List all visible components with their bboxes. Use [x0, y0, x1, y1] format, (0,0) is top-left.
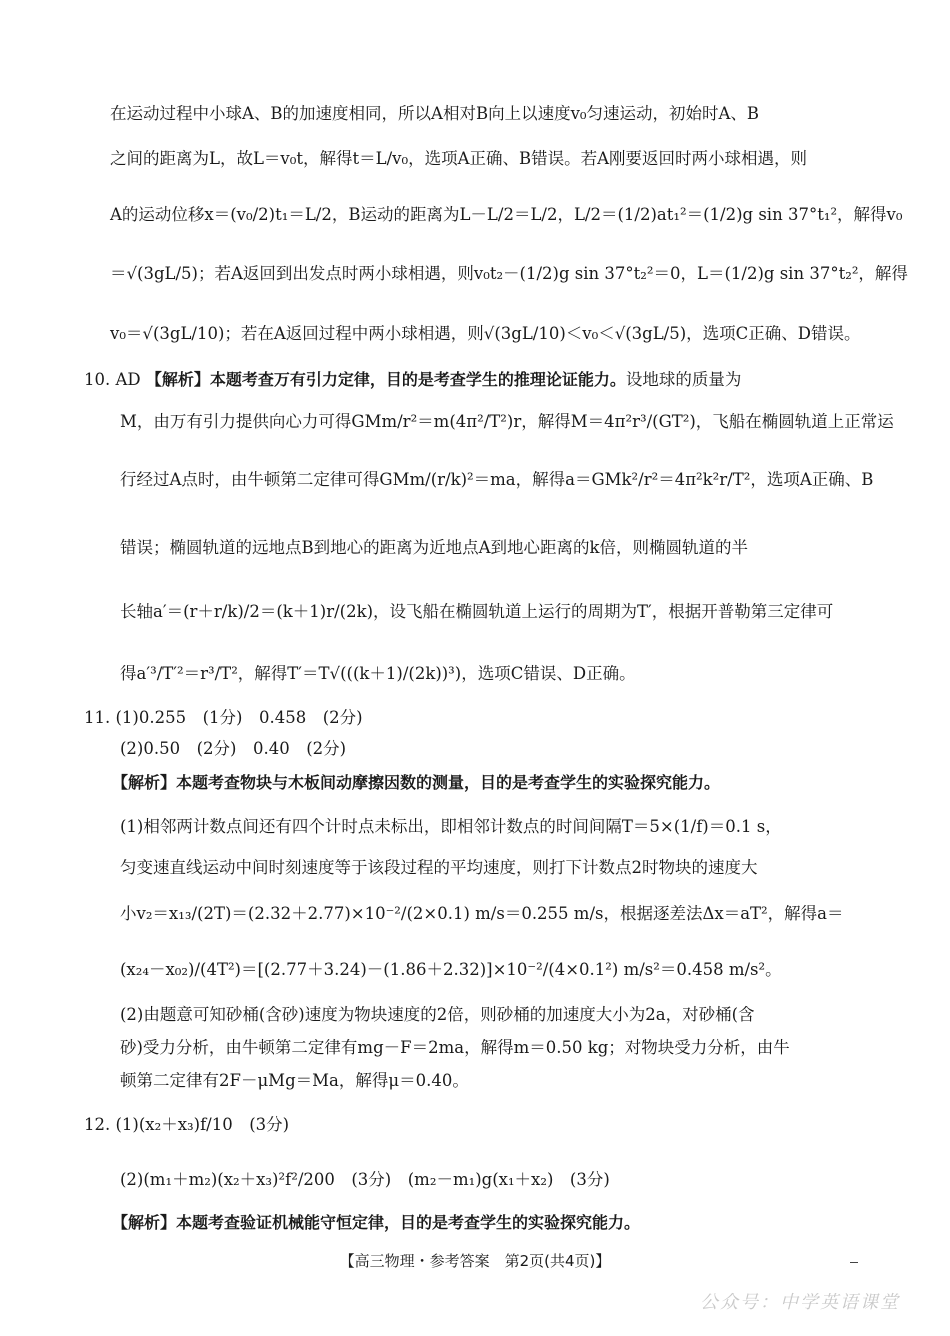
q11-line-8: 砂)受力分析，由牛顿第二定律有mg－F＝2ma，解得m＝0.50 kg；对物块受力分析，由牛: [120, 1038, 790, 1057]
q10-header-line: [84, 368, 741, 392]
q11-line-7: (2)由题意可知砂桶(含砂)速度为物块速度的2倍，则砂桶的加速度大小为2a，对砂桶(含: [120, 1005, 755, 1024]
q11-line-9: 顿第二定律有2F－μMg＝Ma，解得μ＝0.40。: [120, 1071, 469, 1090]
q9-line-3: A的运动位移x＝(v₀/2)t₁＝L/2，B运动的距离为L－L/2＝L/2，L/2＝(1/2)at₁²＝(1/2)g sin 37°t₁²，解得v₀: [110, 205, 903, 224]
q12-answer-1: 12. (1)(x₂＋x₃)f/10 (3分): [84, 1115, 290, 1134]
q11-analysis-heading: 【解析】本题考查物块与木板间动摩擦因数的测量，目的是考查学生的实验探究能力。: [112, 773, 721, 792]
q12-analysis-heading: 【解析】本题考查验证机械能守恒定律，目的是考查学生的实验探究能力。: [112, 1213, 641, 1232]
q10-header-tail: 设地球的质量为: [625, 370, 742, 389]
q11-line-5: 小v₂＝x₁₃/(2T)＝(2.32＋2.77)×10⁻²/(2×0.1) m/s＝0.255 m/s，根据逐差法Δx＝aT²，解得a＝: [120, 904, 844, 923]
q10-analysis-heading: 【解析】本题考查万有引力定律，目的是考查学生的推理论证能力。: [145, 370, 626, 389]
q9-line-5: v₀＝√(3gL/10)；若在A返回过程中两小球相遇，则√(3gL/10)＜v₀＜√(3gL/5)，选项C正确、D错误。: [110, 324, 861, 343]
watermark: 公众号：中学英语课堂: [700, 1292, 900, 1313]
q10-line-3: 行经过A点时，由牛顿第二定律可得GMm/(r/k)²＝ma，解得a＝GMk²/r²＝4π²k²r/T²，选项A正确、B: [120, 470, 874, 489]
q10-answer: 10. AD: [84, 370, 141, 389]
page-footer: 【高三物理・参考答案 第2页(共4页)】: [339, 1252, 611, 1270]
footer-mark: [850, 1262, 858, 1263]
q11-line-6: (x₂₄－x₀₂)/(4T²)＝[(2.77＋3.24)－(1.86＋2.32)]×10⁻²/(4×0.1²) m/s²＝0.458 m/s²。: [120, 960, 782, 979]
q10-line-4: 错误；椭圆轨道的远地点B到地心的距离为近地点A到地心距离的k倍，则椭圆轨道的半: [120, 538, 749, 557]
q10-line-5: 长轴a′＝(r＋r/k)/2＝(k＋1)r/(2k)，设飞船在椭圆轨道上运行的周期为T′，根据开普勒第三定律可: [120, 602, 834, 621]
q9-line-4: ＝√(3gL/5)；若A返回到出发点时两小球相遇，则v₀t₂－(1/2)g sin 37°t₂²＝0，L＝(1/2)g sin 37°t₂²，解得: [110, 264, 908, 283]
q11-line-4: 匀变速直线运动中间时刻速度等于该段过程的平均速度，则打下计数点2时物块的速度大: [120, 858, 758, 877]
q9-line-1: 在运动过程中小球A、B的加速度相同，所以A相对B向上以速度v₀匀速运动，初始时A、B: [110, 104, 760, 123]
q10-line-6: 得a′³/T′²＝r³/T²，解得T′＝T√(((k＋1)/(2k))³)，选项C错误、D正确。: [120, 664, 636, 683]
q9-line-2: 之间的距离为L，故L＝v₀t，解得t＝L/v₀，选项A正确、B错误。若A刚要返回时两小球相遇，则: [110, 149, 808, 168]
q10-line-2: M，由万有引力提供向心力可得GMm/r²＝m(4π²/T²)r，解得M＝4π²r³/(GT²)，飞船在椭圆轨道上正常运: [120, 412, 894, 431]
q11-answers-2: (2)0.50 (2分) 0.40 (2分): [120, 739, 347, 758]
q11-answers-1: 11. (1)0.255 (1分) 0.458 (2分): [84, 708, 363, 727]
q11-line-3: (1)相邻两计数点间还有四个计时点未标出，即相邻计数点的时间间隔T＝5×(1/f)＝0.1 s，: [120, 817, 782, 836]
q12-answer-2: (2)(m₁＋m₂)(x₂＋x₃)²f²/200 (3分) (m₂－m₁)g(x₁＋x₂) (3分): [120, 1170, 610, 1189]
